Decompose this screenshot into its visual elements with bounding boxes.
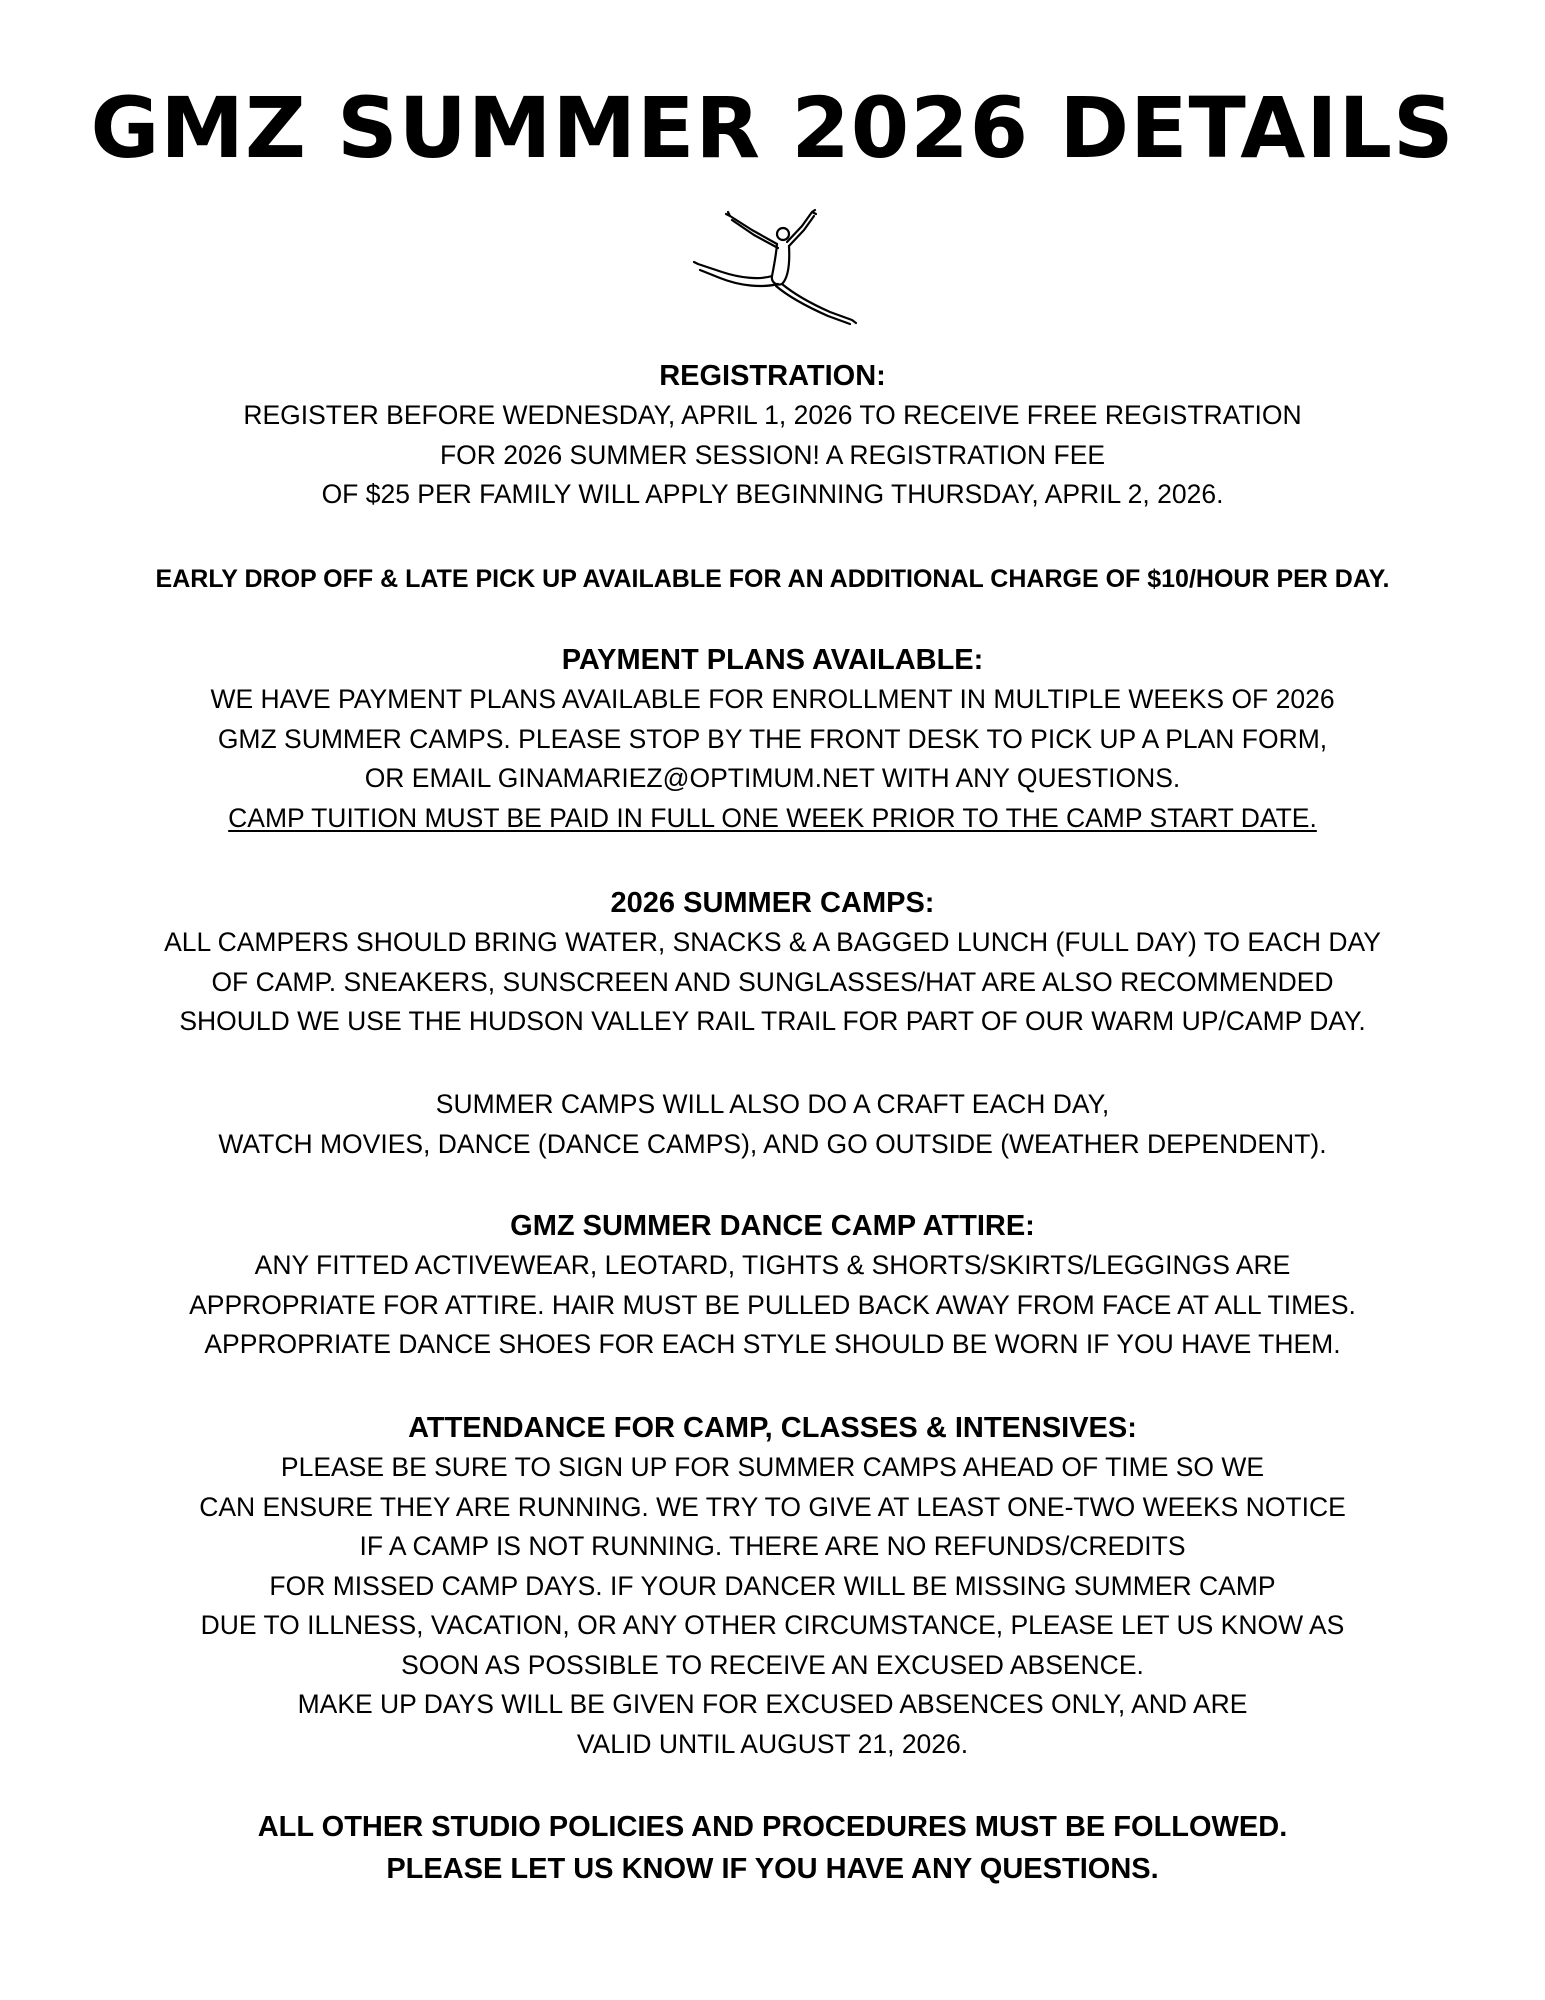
attendance-line: FOR MISSED CAMP DAYS. IF YOUR DANCER WILL BE MISSING SUMMER CAMP — [269, 1570, 1276, 1601]
payment-plans-line: GMZ SUMMER CAMPS. PLEASE STOP BY THE FRONT DESK TO PICK UP A PLAN FORM, — [217, 723, 1328, 754]
summer-camps-line: OF CAMP. SNEAKERS, SUNSCREEN AND SUNGLASSES/HAT ARE ALSO RECOMMENDED — [211, 966, 1334, 997]
attendance-line: IF A CAMP IS NOT RUNNING. THERE ARE NO REFUNDS/CREDITS — [359, 1531, 1186, 1561]
summer-camps-activities — [0, 1085, 1545, 1164]
attire-line: APPROPRIATE FOR ATTIRE. HAIR MUST BE PULLED BACK AWAY FROM FACE AT ALL TIMES. — [189, 1289, 1356, 1320]
summer-camps-line: SHOULD WE USE THE HUDSON VALLEY RAIL TRAIL FOR PART OF OUR WARM UP/CAMP DAY. — [179, 1006, 1366, 1036]
closing-section — [0, 1806, 1545, 1890]
attendance-section — [0, 1408, 1545, 1764]
attendance-line: DUE TO ILLNESS, VACATION, OR ANY OTHER CIRCUMSTANCE, PLEASE LET US KNOW AS — [200, 1610, 1345, 1640]
summer-camps-line: ALL CAMPERS SHOULD BRING WATER, SNACKS & A BAGGED LUNCH (FULL DAY) TO EACH DAY — [164, 927, 1381, 957]
registration-line: REGISTER BEFORE WEDNESDAY, APRIL 1, 2026 TO RECEIVE FREE REGISTRATION — [243, 400, 1302, 430]
tuition-deadline-notice: CAMP TUITION MUST BE PAID IN FULL ONE WEEK PRIOR TO THE CAMP START DATE. — [228, 802, 1317, 833]
closing-line: ALL OTHER STUDIO POLICIES AND PROCEDURES MUST BE FOLLOWED. — [257, 1811, 1288, 1843]
closing-line: PLEASE LET US KNOW IF YOU HAVE ANY QUESTIONS. — [386, 1853, 1159, 1885]
payment-plans-heading: PAYMENT PLANS AVAILABLE: — [561, 644, 984, 676]
summer-camps-heading: 2026 SUMMER CAMPS: — [610, 887, 935, 919]
registration-line: OF $25 PER FAMILY WILL APPLY BEGINNING THURSDAY, APRIL 2, 2026. — [321, 479, 1224, 509]
registration-section — [0, 356, 1545, 515]
registration-line: FOR 2026 SUMMER SESSION! A REGISTRATION FEE — [439, 439, 1106, 470]
page-title: GMZ SUMMER 2026 DETAILS — [90, 79, 1455, 177]
attendance-line: SOON AS POSSIBLE TO RECEIVE AN EXCUSED ABSENCE. — [401, 1649, 1144, 1680]
payment-plans-line: WE HAVE PAYMENT PLANS AVAILABLE FOR ENROLLMENT IN MULTIPLE WEEKS OF 2026 — [210, 684, 1335, 714]
attendance-line: MAKE UP DAYS WILL BE GIVEN FOR EXCUSED ABSENCES ONLY, AND ARE — [297, 1689, 1248, 1719]
summer-camps-section — [0, 883, 1545, 1042]
activities-line: WATCH MOVIES, DANCE (DANCE CAMPS), AND GO OUTSIDE (WEATHER DEPENDENT). — [218, 1128, 1327, 1159]
dancer-leap-icon — [690, 208, 860, 334]
attire-heading: GMZ SUMMER DANCE CAMP ATTIRE: — [510, 1210, 1035, 1242]
attendance-line: VALID UNTIL AUGUST 21, 2026. — [576, 1728, 969, 1759]
early-drop-off-text: EARLY DROP OFF & LATE PICK UP AVAILABLE FOR AN ADDITIONAL CHARGE OF $10/HOUR PER DAY. — [155, 565, 1390, 593]
attendance-heading: ATTENDANCE FOR CAMP, CLASSES & INTENSIVES: — [408, 1412, 1137, 1444]
attire-line: ANY FITTED ACTIVEWEAR, LEOTARD, TIGHTS & SHORTS/SKIRTS/LEGGINGS ARE — [254, 1250, 1291, 1280]
early-drop-off-notice — [0, 561, 1545, 597]
attendance-line: PLEASE BE SURE TO SIGN UP FOR SUMMER CAMPS AHEAD OF TIME SO WE — [280, 1452, 1265, 1482]
activities-line: SUMMER CAMPS WILL ALSO DO A CRAFT EACH DAY, — [435, 1089, 1110, 1119]
attire-section — [0, 1206, 1545, 1365]
payment-plans-email-line: OR EMAIL GINAMARIEZ@OPTIMUM.NET WITH ANY QUESTIONS. — [364, 763, 1181, 793]
registration-heading: REGISTRATION: — [659, 360, 886, 392]
attendance-line: CAN ENSURE THEY ARE RUNNING. WE TRY TO GIVE AT LEAST ONE-TWO WEEKS NOTICE — [199, 1491, 1346, 1522]
attire-line: APPROPRIATE DANCE SHOES FOR EACH STYLE SHOULD BE WORN IF YOU HAVE THEM. — [204, 1329, 1341, 1359]
payment-plans-section — [0, 640, 1545, 838]
